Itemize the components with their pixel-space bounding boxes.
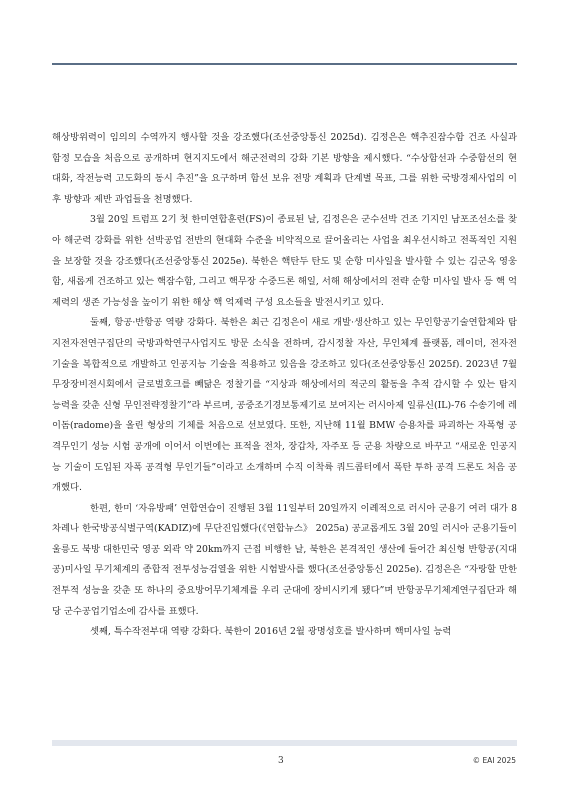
paragraph-5: 셋째, 특수작전부대 역량 강화다. 북한이 2016년 2월 광명성호를 발사하며 핵미사일 능력 [90,626,452,638]
paragraph-3: 둘째, 항공·반항공 역량 강화다. 북한은 최근 김정은이 새로 개발·생산하고 있는 무인항공기술연합체와 탐지전자전연구집단의 국방과학연구사업지도 방문 소식을 전하며, 감시정찰 자산, 무인체계 플랫폼, 레이더, 전자전 기술을 복합적으로 개발하고 인공지능 기술을 적용하고 있음을 강조하고 있다(조선중앙통신 2025f). 2023년 7월 무장장비전시회에서 글로벌호크를 빼닮은 정찰기를 “지상과 해상에서의 적군의 활동을 추적 감시할 수 있는 탐지 능력을 갖춘 신형 무인전략정찰기”라 부르며, 공중조기경보통제기로 보여지는 러시아제 일류신(IL)-76 수송기에 레이돔(radome)을 올린 형상의 기체를 처음으로 선보였다. 또한, 지난해 11월 BMW 승용차를 파괴하는 자폭형 공격무인기 성능 시험 공개에 이어서 이번에는 표적을 전차, 장갑차, 자주포 등 군용 차량으로 바꾸고 “새로운 인공지능 기술이 도입된 자폭 공격형 무인기들”이라고 소개하며 수직 이착륙 쿼드콥터에서 폭탄 투하 공격 드론도 처음 공개했다. [52,317,517,494]
document-body [52,128,517,643]
footer-rule [52,740,517,746]
copyright-notice: © EAI 2025 [472,756,516,765]
paragraph-4: 한편, 한미 ‘자유방패’ 연합연습이 진행된 3월 11일부터 20일까지 이례적으로 러시아 군용기 여러 대가 8차례나 한국방공식별구역(KADIZ)에 무단진입했다(《연합뉴스》 2025a) 공교롭게도 3월 20일 러시아 군용기들이 울릉도 북방 대한민국 영공 외곽 약 20km까지 근접 비행한 날, 북한은 본격적인 생산에 들어간 최신형 반항공(지대공)미사일 무기체계의 종합적 전투성능검열을 위한 시험발사를 했다(조선중앙통신 2025e). 김정은은 “자랑할 만한 전투적 성능을 갖춘 또 하나의 중요방어무기체계를 우리 군대에 장비시키게 됐다”며 반항공무기체계연구집단과 해당 군수공업기업소에 감사를 표했다. [52,502,517,617]
paragraph-1: 해상방위력이 임의의 수역까지 행사할 것을 강조했다(조선중앙통신 2025d). 김정은은 핵추진잠수함 건조 사실과 함정 모습을 처음으로 공개하며 현지지도에서 해군전력의 강화 기본 방향을 제시했다. “수상함선과 수중함선의 현대화, 작전능력 고도화의 동시 추진”을 요구하며 함선 보유 전망 계획과 단계별 목표, 그를 위한 국방경제사업의 이후 방향과 제반 과업들을 천명했다. [52,132,517,205]
paragraph-2: 3월 20일 트럼프 2기 첫 한미연합훈련(FS)이 종료된 날, 김정은은 군수선박 건조 기지인 남포조선소를 찾아 해군력 강화를 위한 선박공업 전반의 현대화 수준을 비약적으로 끌어올리는 사업을 최우선시하고 전폭적인 지원을 보장할 것을 강조했다(조선중앙통신 2025e). 북한은 핵탄두 탄도 및 순항 미사일을 발사할 수 있는 김군옥 영웅함, 새롭게 건조하고 있는 핵잠수함, 그리고 핵무장 수중드론 해일, 서해 해상에서의 전략 순항 미사일 발사 등 핵 억제력의 생존 가능성을 높이기 위한 해상 핵 억제력 구성 요소들을 발전시키고 있다. [52,214,517,308]
header-rule [52,63,517,65]
page-number: 3 [278,756,284,766]
